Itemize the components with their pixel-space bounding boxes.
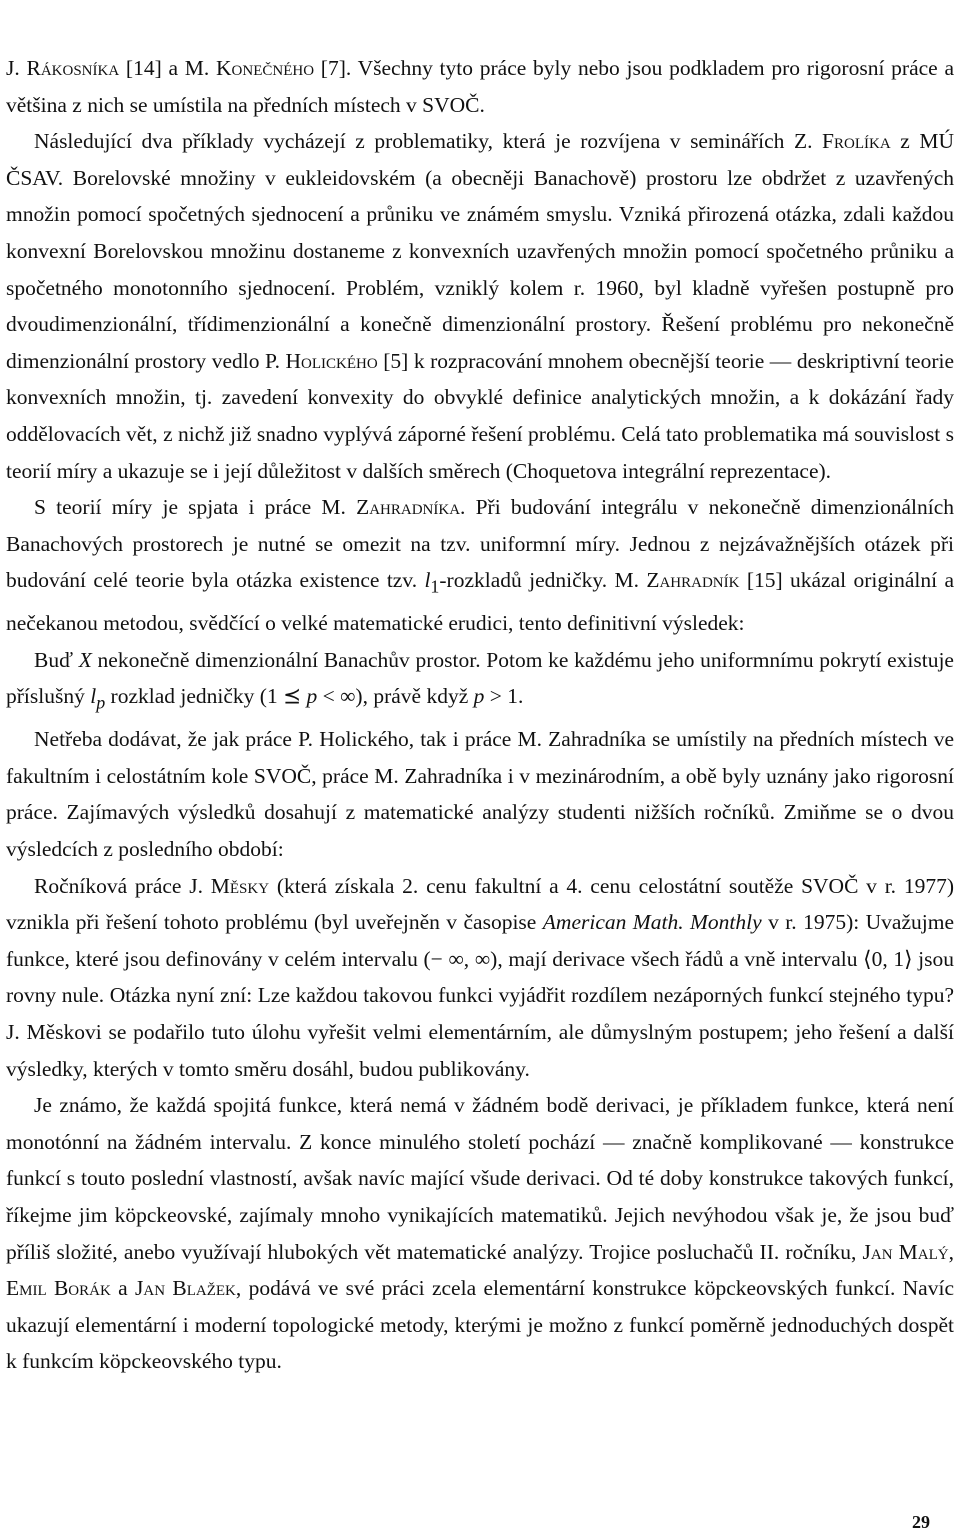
- text-run: a: [110, 1276, 136, 1301]
- text-run: [15] ukázal originální a nečekanou metodou, svědčící o velké matematické erudici, tento definitivní výsledek:: [6, 568, 954, 636]
- document-body: [6, 50, 954, 1380]
- paragraph: [6, 721, 954, 867]
- text-run: S teorií míry je spjata i práce M.: [34, 495, 357, 520]
- italic-text: p: [473, 684, 485, 709]
- text-run: z MÚ ČSAV. Borelovské množiny v eukleidovském (a obecněji Banachově) prostoru lze obdržet z uzavřených množin pomocí spočetných sjednocení a průniku ve známém smyslu. Vzniká přirozená otázka, zdali každou konvexní Borelovskou množinu dostaneme z konvexních uzavřených množin pomocí spočetného průniku a spočetného monotonního sjednocení. Problém, vzniklý kolem r. 1960, byl kladně vyřešen postupně pro dvoudimenzionální, třídimenzionální a konečně dimenzionální prostory. Řešení problému pro nekonečně dimenzionální prostory vedlo P.: [6, 129, 955, 373]
- author-name: Měsky: [210, 873, 270, 898]
- text-run: Netřeba dodávat, že jak práce P. Holického, tak i práce M. Zahradníka se umístily na předních místech ve fakultním i celostátním kole SVOČ, práce M. Zahradníka i v mezinárodním, a obě byly uznány jako rigorosní práce. Zajímavých výsledků dosahují z matematické analýzy studenti nižších ročníků. Zmiňme se o dvou výsledcích z posledního období:: [6, 727, 954, 862]
- text-run: ,: [948, 1239, 954, 1264]
- text-run: v r. 1975): Uvažujme funkce, které jsou definovány v celém intervalu (− ∞, ∞), mají derivace všech řádů a vně intervalu ⟨0, 1⟩ jsou rovny nule. Otázka nyní zní: Lze každou takovou funkci vyjádřit rozdílem nezáporných funkcí stejného typu? J. Měskovi se podařilo tuto úlohu vyřešit velmi elementárním, ale důmyslným postupem; jeho řešení a další výsledky, kterých v tomto směru dosáhl, budou publikovány.: [6, 910, 954, 1081]
- text-run: rozklad jedničky (1 ⪯: [105, 684, 307, 709]
- text-run: Následující dva příklady vycházejí z problematiky, která je rozvíjena v seminářích Z.: [34, 129, 823, 154]
- text-run: [7]. Všechny tyto práce byly nebo jsou podkladem pro rigorosní práce a většina z nich se umístila na předních místech v SVOČ.: [6, 56, 954, 117]
- author-name: Jan Blažek: [135, 1276, 236, 1301]
- text-run: [5] k rozpracování mnohem obecnější teorie — deskriptivní teorie konvexních množin, tj. zavedení konvexity do obvyklé definice analytických množin, a k dokázání řady oddělovacích vět, z nichž již snadno vyplývá záporné řešení problému. Celá tato problematika má souvislost s teorií míry a ukazuje se i její důležitost v dalších směrech (Choquetova integrální reprezentace).: [6, 348, 955, 483]
- text-run: nekonečně dimenzionální Banachův prostor. Potom ke každému jeho uniformnímu pokrytí existuje příslušný: [6, 647, 954, 709]
- text-run: < ∞), právě když: [317, 684, 474, 709]
- author-name: Emil Borák: [6, 1276, 111, 1301]
- paragraph: [6, 123, 954, 489]
- italic-text: p: [306, 684, 318, 709]
- text-run: -rozkladů jedničky. M.: [439, 568, 647, 593]
- text-run: Je známo, že každá spojitá funkce, která nemá v žádném bodě derivaci, je příkladem funkce, která není monotónní na žádném intervalu. Z konce minulého století pochází — značně komplikované — konstrukce funkcí s touto poslední vlastností, avšak navíc mající všude derivaci. Od té doby konstrukce takových funkcí, říkejme jim köpckeovské, zajímaly mnoho vynikajících matematiků. Jejich nevýhodou však je, že jsou buď příliš složité, anebo využívají hlubokých vět matematické analýzy. Trojice posluchačů II. ročníku,: [6, 1093, 954, 1264]
- text-run: (která získala 2. cenu fakultní a 4. cenu celostátní soutěže SVOČ v r. 1977) vznikla při řešení tohoto problému (byl uveřejněn v časopise: [6, 873, 954, 935]
- text-run: . Při budování integrálu v nekonečně dimenzionálních Banachových prostorech je nutné se omezit na tzv. uniformní míry. Jednou z nejzávažnějších otázek při budování celé teorie byla otázka existence tzv.: [6, 495, 955, 593]
- paragraph: [6, 50, 954, 123]
- paragraph: [6, 1087, 954, 1380]
- page-number: 29: [912, 1512, 930, 1532]
- author-name: Jan Malý: [862, 1239, 949, 1264]
- italic-text: X: [78, 647, 92, 672]
- author-name: Frolíka: [822, 129, 891, 154]
- author-name: Rákosníka: [26, 56, 120, 80]
- author-name: Zahradníka: [356, 495, 461, 520]
- text-run: Buď: [34, 647, 79, 672]
- text-run: [14] a M.: [119, 56, 217, 80]
- text-run: Ročníková práce J.: [34, 873, 211, 898]
- subscript: p: [96, 692, 106, 713]
- paragraph: [6, 642, 954, 721]
- text-run: , podává ve své práci zcela elementární konstrukce köpckeovských funkcí. Navíc ukazují elementární i moderní topologické metody, kterými je možno z funkcí poměrně jednoduchých dospět k funkcím köpckeovského typu.: [6, 1276, 954, 1374]
- italic-text: l: [90, 684, 97, 709]
- paragraph: [6, 868, 954, 1088]
- italic-text: l: [424, 568, 431, 593]
- paragraph: [6, 489, 954, 642]
- author-name: Konečného: [216, 56, 315, 80]
- text-run: J.: [6, 56, 27, 80]
- text-run: > 1.: [484, 684, 524, 709]
- author-name: Holického: [285, 348, 378, 373]
- italic-text: American Math. Monthly: [542, 910, 762, 935]
- subscript: 1: [430, 576, 440, 597]
- author-name: Zahradník: [646, 568, 740, 593]
